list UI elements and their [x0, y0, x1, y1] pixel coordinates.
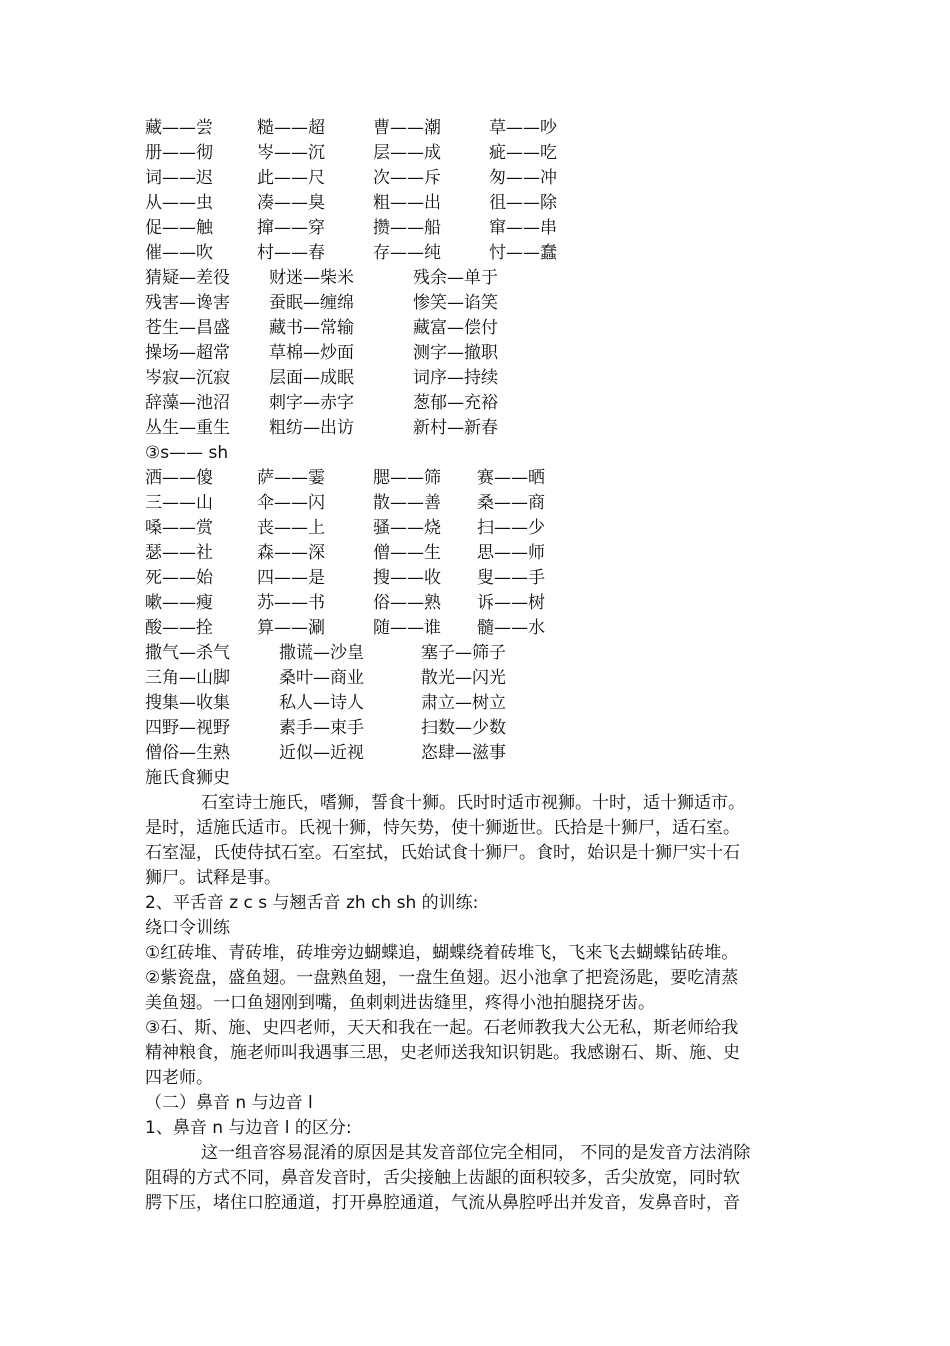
- tongue-twister-title: 绕口令训练: [145, 918, 230, 938]
- word-cell: 肃立—树立: [421, 693, 506, 713]
- pair-cell: 死——始: [145, 568, 213, 588]
- section-nl-subtitle: 1、鼻音 n 与边音 l 的区分:: [145, 1118, 352, 1138]
- word-cell: 残余—单于: [413, 268, 498, 288]
- twister-line: ③石、斯、施、史四老师，天天和我在一起。石老师教我大公无私，斯老师给我: [145, 1018, 739, 1038]
- pair-cell: 诉——树: [477, 593, 545, 613]
- word-cell: 岑寂—沉寂: [145, 368, 230, 388]
- pair-cell: 嗽——瘦: [145, 593, 213, 613]
- word-cell: 四野—视野: [145, 718, 230, 738]
- word-cell: 私人—诗人: [279, 693, 364, 713]
- pair-cell: 催——吹: [145, 243, 213, 263]
- word-cell: 恣肆—滋事: [421, 743, 506, 763]
- pair-cell: 搜——收: [373, 568, 441, 588]
- pair-cell: 村——春: [257, 243, 325, 263]
- pair-cell: 丧——上: [257, 518, 325, 538]
- pair-cell: 俗——熟: [373, 593, 441, 613]
- pair-cell: 攒——船: [373, 218, 441, 238]
- pair-cell: 存——纯: [373, 243, 441, 263]
- section-2-title: 2、平舌音 z c s 与翘舌音 zh ch sh 的训练:: [145, 893, 479, 913]
- pair-cell: 凑——臭: [257, 193, 325, 213]
- pair-cell: 酸——拴: [145, 618, 213, 638]
- pair-cell: 次——斥: [373, 168, 441, 188]
- story-title: 施氏食狮史: [145, 768, 230, 788]
- word-cell: 散光—闪光: [421, 668, 506, 688]
- twister-line: 四老师。: [145, 1068, 213, 1088]
- pair-cell: 扫——少: [477, 518, 545, 538]
- pair-cell: 僧——生: [373, 543, 441, 563]
- pair-cell: 思——师: [477, 543, 545, 563]
- word-cell: 猜疑—差役: [145, 268, 230, 288]
- pair-cell: 三——山: [145, 493, 213, 513]
- word-cell: 三角—山脚: [145, 668, 230, 688]
- word-cell: 苍生—昌盛: [145, 318, 230, 338]
- word-cell: 测字—撤职: [413, 343, 498, 363]
- word-cell: 桑叶—商业: [279, 668, 364, 688]
- word-cell: 搜集—收集: [145, 693, 230, 713]
- pair-cell: 曹——潮: [373, 118, 441, 138]
- pair-cell: 赛——晒: [477, 468, 545, 488]
- pair-cell: 促——触: [145, 218, 213, 238]
- explanation-line: 腭下压，堵住口腔通道，打开鼻腔通道，气流从鼻腔呼出并发音，发鼻音时，音: [145, 1193, 740, 1213]
- word-cell: 残害—谗害: [145, 293, 230, 313]
- pair-cell: 森——深: [257, 543, 325, 563]
- word-cell: 新村—新春: [413, 418, 498, 438]
- pair-cell: 粗——出: [373, 193, 441, 213]
- word-cell: 葱郁—充裕: [413, 393, 498, 413]
- word-cell: 词序—持续: [413, 368, 498, 388]
- pair-cell: 册——彻: [145, 143, 213, 163]
- section-nl-title: （二）鼻音 n 与边音 l: [145, 1093, 313, 1113]
- pair-cell: 随——谁: [373, 618, 441, 638]
- explanation-line: 这一组音容易混淆的原因是其发音部位完全相同， 不同的是发音方法消除: [201, 1143, 751, 1163]
- word-cell: 撒谎—沙皇: [279, 643, 364, 663]
- word-cell: 素手—束手: [279, 718, 364, 738]
- pair-cell: 算——涮: [257, 618, 325, 638]
- word-cell: 辞藻—池沼: [145, 393, 230, 413]
- pair-cell: 词——迟: [145, 168, 213, 188]
- word-cell: 粗纺—出访: [269, 418, 354, 438]
- pair-cell: 苏——书: [257, 593, 325, 613]
- word-cell: 蚕眠—缠绵: [269, 293, 354, 313]
- section-heading-s-sh: ③s—— sh: [145, 443, 229, 463]
- word-cell: 层面—成眠: [269, 368, 354, 388]
- pair-cell: 徂——除: [489, 193, 557, 213]
- story-line: 石室湿，氏使侍拭石室。石室拭，氏始试食十狮尸。食时，始识是十狮尸实十石: [145, 843, 740, 863]
- pair-cell: 叟——手: [477, 568, 545, 588]
- story-line: 狮尸。试释是事。: [145, 868, 281, 888]
- pair-cell: 髓——水: [477, 618, 545, 638]
- explanation-line: 阻碍的方式不同，鼻音发音时，舌尖接触上齿龈的面积较多，舌尖放宽，同时软: [145, 1168, 740, 1188]
- pair-cell: 岑——沉: [257, 143, 325, 163]
- word-cell: 藏书—常输: [269, 318, 354, 338]
- pair-cell: 此——尺: [257, 168, 325, 188]
- pair-cell: 散——善: [373, 493, 441, 513]
- word-cell: 丛生—重生: [145, 418, 230, 438]
- pair-cell: 匆——冲: [489, 168, 557, 188]
- pair-cell: 骚——烧: [373, 518, 441, 538]
- pair-cell: 伞——闪: [257, 493, 325, 513]
- word-cell: 藏富—偿付: [413, 318, 498, 338]
- pair-cell: 嗓——赏: [145, 518, 213, 538]
- pair-cell: 藏——尝: [145, 118, 213, 138]
- pair-cell: 疵——吃: [489, 143, 557, 163]
- word-cell: 僧俗—生熟: [145, 743, 230, 763]
- twister-line: 美鱼翅。一口鱼翅刚到嘴，鱼刺刺进齿缝里，疼得小池拍腿挠牙齿。: [145, 993, 655, 1013]
- word-cell: 扫数—少数: [421, 718, 506, 738]
- word-cell: 近似—近视: [279, 743, 364, 763]
- pair-cell: 草——吵: [489, 118, 557, 138]
- pair-cell: 窜——串: [489, 218, 557, 238]
- twister-line: 精神粮食，施老师叫我遇事三思，史老师送我知识钥匙。我感谢石、斯、施、史: [145, 1043, 740, 1063]
- word-cell: 撒气—杀气: [145, 643, 230, 663]
- pair-cell: 层——成: [373, 143, 441, 163]
- pair-cell: 糙——超: [257, 118, 325, 138]
- pair-cell: 四——是: [257, 568, 325, 588]
- word-cell: 惨笑—谄笑: [413, 293, 498, 313]
- story-line: 是时，适施氏适市。氏视十狮，恃矢势，使十狮逝世。氏拾是十狮尸，适石室。: [145, 818, 740, 838]
- word-cell: 塞子—筛子: [421, 643, 506, 663]
- twister-line: ①红砖堆、青砖堆，砖堆旁边蝴蝶追，蝴蝶绕着砖堆飞，飞来飞去蝴蝶钻砖堆。: [145, 943, 739, 963]
- story-line: 石室诗士施氏，嗜狮，誓食十狮。氏时时适市视狮。十时，适十狮适市。: [201, 793, 745, 813]
- word-cell: 财迷—柴米: [269, 268, 354, 288]
- pair-cell: 瑟——社: [145, 543, 213, 563]
- twister-line: ②紫瓷盘，盛鱼翅。一盘熟鱼翅，一盘生鱼翅。迟小池拿了把瓷汤匙，要吃清蒸: [145, 968, 739, 988]
- pair-cell: 洒——傻: [145, 468, 213, 488]
- word-cell: 草棉—炒面: [269, 343, 354, 363]
- word-cell: 操场—超常: [145, 343, 230, 363]
- word-cell: 刺字—赤字: [269, 393, 354, 413]
- pair-cell: 桑——商: [477, 493, 545, 513]
- pair-cell: 撺——穿: [257, 218, 325, 238]
- pair-cell: 腮——筛: [373, 468, 441, 488]
- pair-cell: 从——虫: [145, 193, 213, 213]
- pair-cell: 萨——霎: [257, 468, 325, 488]
- pair-cell: 忖——蠢: [489, 243, 557, 263]
